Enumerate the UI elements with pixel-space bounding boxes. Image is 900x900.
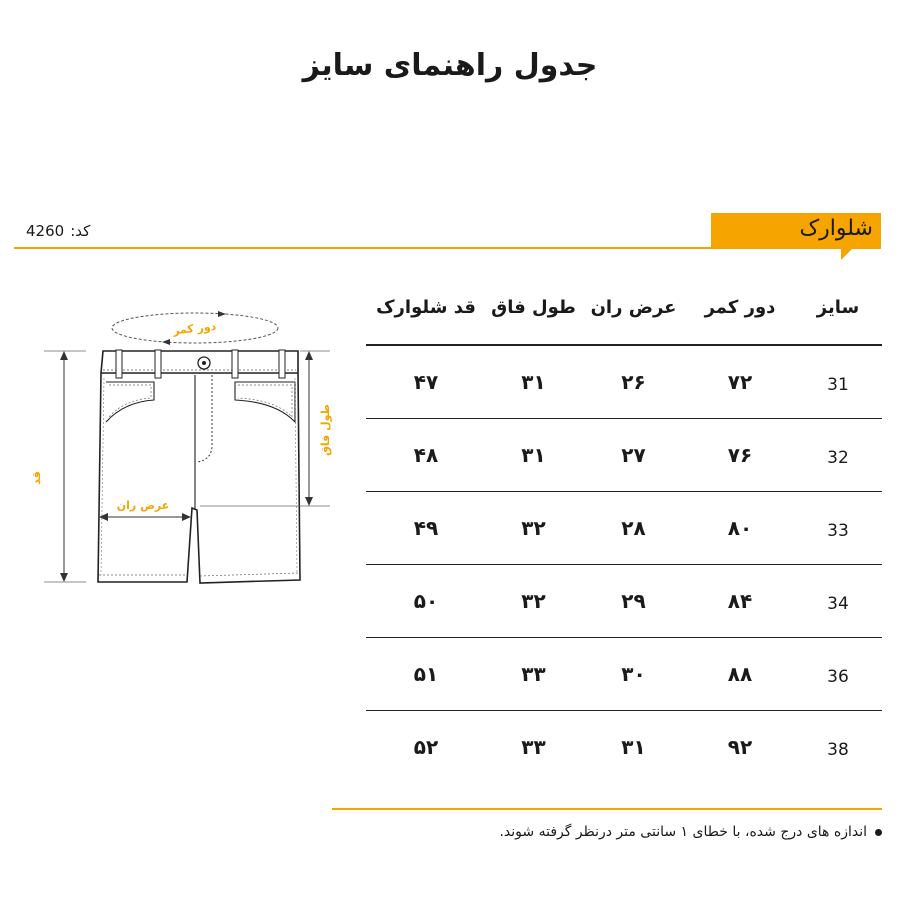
cell-thigh: ۲۹ [621, 589, 646, 613]
cell-rise: ۳۳ [521, 662, 546, 686]
cell-size: 38 [827, 740, 849, 760]
cell-length: ۴۸ [413, 443, 439, 467]
section-tab-notch [841, 248, 853, 260]
cell-length: ۴۹ [413, 516, 439, 540]
thigh-label: عرض ران [116, 499, 170, 512]
cell-waist: ۸۸ [727, 662, 753, 686]
cell-rise: ۳۲ [521, 589, 546, 613]
cell-length: ۵۲ [413, 735, 439, 759]
header-thigh: عرض ران [590, 296, 677, 318]
cell-rise: ۳۲ [521, 516, 546, 540]
cell-length: ۵۰ [413, 589, 439, 613]
belt-loop [116, 350, 122, 378]
rise-arrow-down [305, 497, 313, 506]
length-arrow-up [60, 351, 68, 360]
cell-rise: ۳۳ [521, 735, 546, 759]
button-center [202, 361, 206, 365]
size-table [366, 270, 882, 783]
table-row [366, 492, 882, 565]
section-tab [711, 213, 881, 249]
cell-waist: ۹۲ [727, 735, 753, 759]
rise-arrow-up [305, 351, 313, 360]
cell-rise: ۳۱ [521, 443, 546, 467]
belt-loop [279, 350, 285, 378]
header-size: سایز [816, 296, 860, 318]
table-row [366, 711, 882, 783]
page-title: جدول راهنمای سایز [302, 48, 598, 83]
cell-size: 33 [827, 521, 849, 541]
cell-waist: ۸۴ [727, 589, 753, 613]
cell-waist: ۷۲ [727, 370, 753, 394]
rise-label: طول فاق [319, 404, 332, 456]
length-label: قد [30, 471, 43, 485]
cell-size: 32 [827, 448, 849, 468]
cell-rise: ۳۱ [521, 370, 546, 394]
product-code [26, 222, 90, 240]
cell-thigh: ۳۱ [621, 735, 646, 759]
table-row [366, 565, 882, 638]
cell-size: 36 [827, 667, 849, 687]
header-length: قد شلوارک [376, 296, 476, 318]
shorts-diagram [0, 290, 350, 610]
table-row [366, 638, 882, 711]
product-code-value: 4260 [26, 222, 65, 240]
cell-length: ۴۷ [413, 370, 439, 394]
shorts-outline [98, 351, 300, 583]
cell-waist: ۸۰ [727, 516, 753, 540]
cell-thigh: ۲۷ [621, 443, 646, 467]
footnote [499, 824, 882, 840]
cell-thigh: ۲۸ [621, 516, 646, 540]
belt-loop [232, 350, 238, 378]
belt-loop [155, 350, 161, 378]
waist-arrow-right [218, 311, 226, 317]
waist-label: دور کمر [172, 319, 217, 338]
cell-waist: ۷۶ [727, 443, 753, 467]
section-divider [14, 247, 714, 249]
header-waist: دور کمر [704, 296, 776, 318]
cell-thigh: ۲۶ [621, 370, 646, 394]
footer-divider [332, 808, 882, 810]
cell-length: ۵۱ [413, 662, 439, 686]
bullet-icon [875, 829, 882, 836]
cell-thigh: ۳۰ [621, 662, 646, 686]
cell-size: 31 [827, 375, 849, 395]
header-rise: طول فاق [491, 296, 576, 318]
table-row [366, 419, 882, 492]
waist-arrow-left [162, 339, 170, 345]
length-arrow-down [60, 573, 68, 582]
table-row [366, 346, 882, 419]
table-header-row [366, 270, 882, 346]
section-label: شلوارک [799, 216, 873, 241]
footnote-text: اندازه های درج شده، با خطای ۱ سانتی متر درنظر گرفته شوند. [499, 824, 867, 840]
product-code-label: کد: [70, 222, 91, 240]
cell-size: 34 [827, 594, 849, 614]
